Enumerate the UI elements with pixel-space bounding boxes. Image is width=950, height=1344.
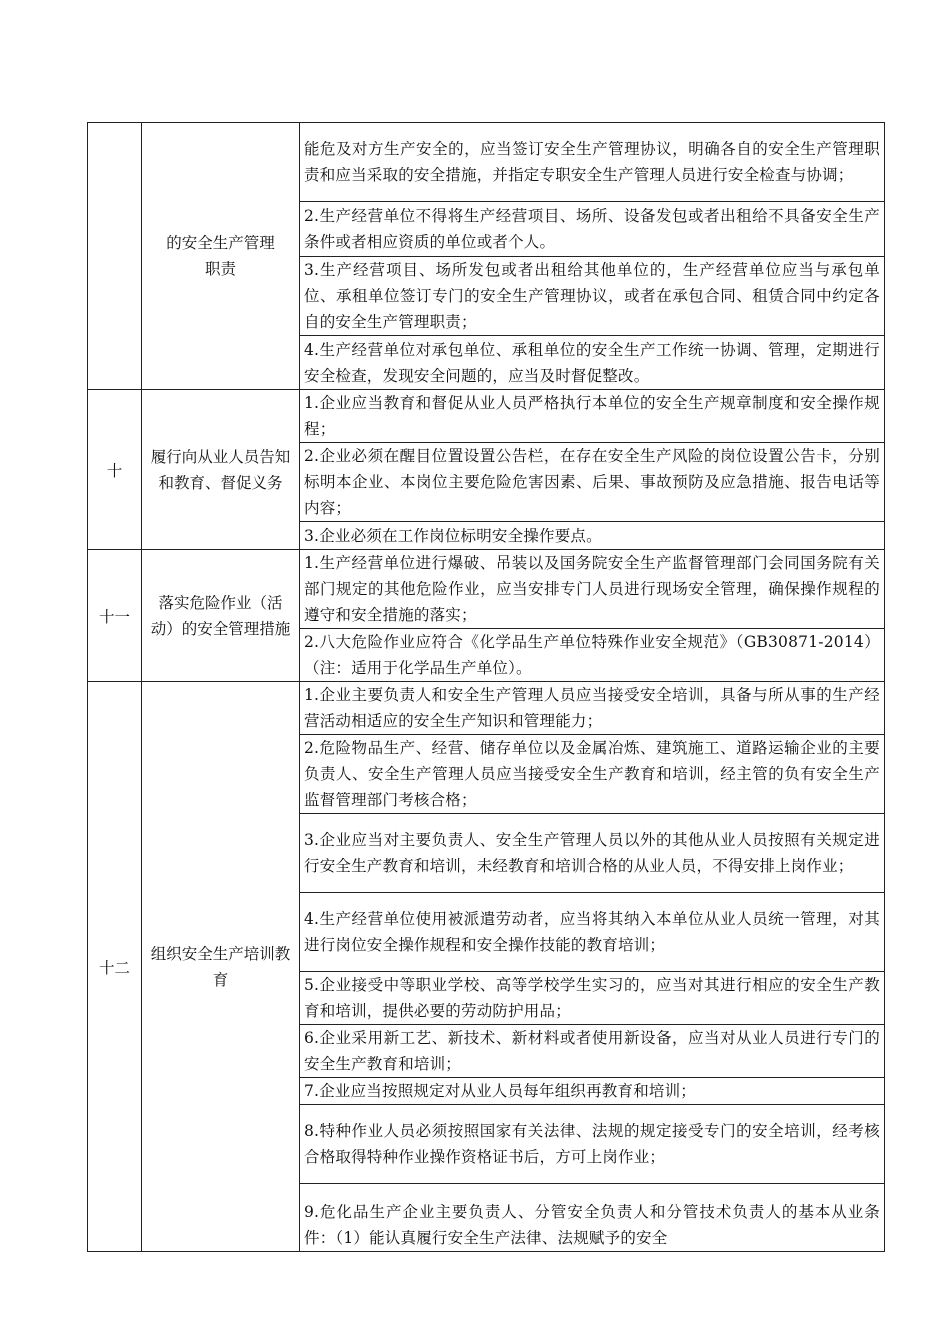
section-item: 2.生产经营单位不得将生产经营项目、场所、设备发包或者出租给不具备安全生产条件或者相应资质的单位或者个人。 [300, 202, 885, 257]
section-number: 十 [88, 390, 142, 550]
table-row [88, 123, 885, 202]
section-item: 2.危险物品生产、经营、储存单位以及金属冶炼、建筑施工、道路运输企业的主要负责人、安全生产管理人员应当接受安全生产教育和培训，经主管的负有安全生产监督管理部门考核合格； [300, 735, 885, 814]
section-item: 8.特种作业人员必须按照国家有关法律、法规的规定接受专门的安全培训，经考核合格取得特种作业操作资格证书后，方可上岗作业； [300, 1105, 885, 1184]
section-number [88, 123, 142, 390]
section-item: 1.企业主要负责人和安全生产管理人员应当接受安全培训，具备与所从事的生产经营活动相适应的安全生产知识和管理能力； [300, 682, 885, 735]
section-item: 6.企业采用新工艺、新技术、新材料或者使用新设备，应当对从业人员进行专门的安全生产教育和培训； [300, 1025, 885, 1078]
table-row [88, 390, 885, 443]
section-item: 3.企业必须在工作岗位标明安全操作要点。 [300, 522, 885, 550]
section-item: 2.八大危险作业应符合《化学品生产单位特殊作业安全规范》（GB30871-2014）（注：适用于化学品生产单位）。 [300, 629, 885, 682]
section-title: 落实危险作业（活动）的安全管理措施 [142, 550, 300, 682]
section-title: 组织安全生产培训教育 [142, 682, 300, 1252]
section-item: 1.生产经营单位进行爆破、吊装以及国务院安全生产监督管理部门会同国务院有关部门规定的其他危险作业，应当安排专门人员进行现场安全管理，确保操作规程的遵守和安全措施的落实； [300, 550, 885, 629]
section-number: 十一 [88, 550, 142, 682]
section-item: 4.生产经营单位对承包单位、承租单位的安全生产工作统一协调、管理，定期进行安全检查，发现安全问题的，应当及时督促整改。 [300, 336, 885, 390]
section-number: 十二 [88, 682, 142, 1252]
table-row [88, 550, 885, 629]
section-item: 1.企业应当教育和督促从业人员严格执行本单位的安全生产规章制度和安全操作规程； [300, 390, 885, 443]
section-item: 4.生产经营单位使用被派遣劳动者，应当将其纳入本单位从业人员统一管理，对其进行岗位安全操作规程和安全操作技能的教育培训； [300, 893, 885, 972]
section-item: 3.企业应当对主要负责人、安全生产管理人员以外的其他从业人员按照有关规定进行安全生产教育和培训，未经教育和培训合格的从业人员，不得安排上岗作业； [300, 814, 885, 893]
section-item: 能危及对方生产安全的，应当签订安全生产管理协议，明确各自的安全生产管理职责和应当采取的安全措施，并指定专职安全生产管理人员进行安全检查与协调； [300, 123, 885, 202]
section-item: 5.企业接受中等职业学校、高等学校学生实习的，应当对其进行相应的安全生产教育和培训，提供必要的劳动防护用品； [300, 972, 885, 1025]
table-row [88, 682, 885, 735]
section-title: 的安全生产管理职责 [142, 123, 300, 390]
section-title: 履行向从业人员告知和教育、督促义务 [142, 390, 300, 550]
section-item: 2.企业必须在醒目位置设置公告栏，在存在安全生产风险的岗位设置公告卡，分别标明本企业、本岗位主要危险危害因素、后果、事故预防及应急措施、报告电话等内容； [300, 443, 885, 522]
section-item: 7.企业应当按照规定对从业人员每年组织再教育和培训； [300, 1078, 885, 1105]
section-item: 3.生产经营项目、场所发包或者出租给其他单位的，生产经营单位应当与承包单位、承租单位签订专门的安全生产管理协议，或者在承包合同、租赁合同中约定各自的安全生产管理职责； [300, 257, 885, 336]
section-item: 9.危化品生产企业主要负责人、分管安全负责人和分管技术负责人的基本从业条件：（1）能认真履行安全生产法律、法规赋予的安全 [300, 1184, 885, 1252]
regulation-table [87, 122, 885, 1252]
